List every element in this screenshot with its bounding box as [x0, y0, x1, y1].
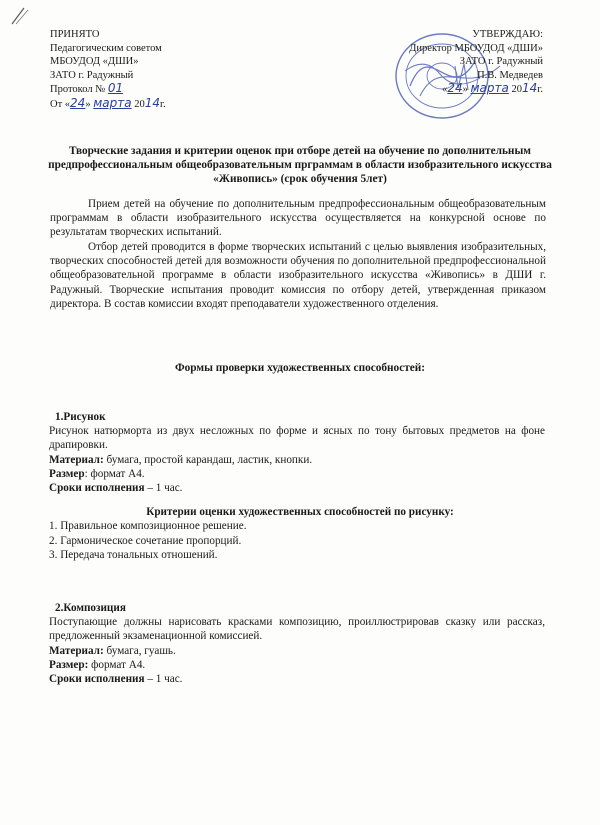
section-heading: Формы проверки художественных способностей: — [174, 362, 426, 374]
pen-mark-icon — [10, 6, 40, 26]
org-line: МБОУДОД «ДШИ» — [50, 56, 139, 68]
criteria-list — [49, 519, 545, 562]
date-day-right: 24 — [447, 81, 463, 96]
director-line: Директор МБОУДОД «ДШИ» — [409, 42, 543, 54]
accepted-label: ПРИНЯТО — [50, 29, 100, 40]
criteria-heading: Критерии оценки художественных способностей по рисунку: — [146, 506, 454, 519]
approval-block-right — [409, 28, 543, 97]
drawing-section — [49, 410, 545, 562]
criteria-item: 1. Правильное композиционное решение. — [49, 520, 247, 533]
protocol-number: 01 — [107, 81, 124, 96]
drawing-heading: 1.Рисунок — [55, 411, 106, 423]
composition-size: Размер: формат А4. — [49, 658, 146, 671]
drawing-time: Сроки исполнения – 1 час. — [49, 482, 183, 495]
composition-description: Поступающие должны нарисовать красками композицию, проиллюстрировав сказку или рассказ, предложенный экзаменационной комиссией. — [49, 616, 545, 643]
date-line-right: «24» марта 2014г. — [442, 81, 543, 96]
drawing-material: Материал: бумага, простой карандаш, ластик, кнопки. — [49, 453, 313, 466]
document-title: Творческие задания и критерии оценок при отборе детей на обучение по дополнительным предпрофессиональным общеобразовательным прграммам в области изобразительного искусства «Живопись» (срок обучения 5лет) — [48, 145, 552, 186]
composition-section — [49, 601, 545, 686]
date-year: 14 — [144, 95, 160, 110]
city-line: ЗАТО г. Радужный — [50, 69, 134, 81]
director-name: П.В. Медведев — [477, 69, 543, 81]
paragraph-admission: Прием детей на обучение по дополнительным предпрофессиональным общеобразовательным программам в области изобразительного искусства осуществляется на конкурсной основе по результатам творческих испытаний. — [50, 198, 546, 239]
date-year-right: 14 — [521, 81, 538, 96]
city-line-right: ЗАТО г. Радужный — [459, 56, 543, 68]
approval-block-left — [50, 28, 166, 112]
paragraph-selection: Отбор детей проводится в форме творческих испытаний с целью выявления изобразительных, творческих способностей детей для возможности обучения по дополнительной предпрофессиональной общеобразовательной программе в области изобразительного искусства «Живопись» в ДШИ г. Радужный. Творческие испытания проводит комиссия по отбору детей, утвержденная приказом директора. В состав комиссии входят преподаватели художественного отделения. — [50, 241, 546, 310]
date-month: марта — [93, 95, 132, 110]
approve-label: УТВЕРЖДАЮ: — [472, 29, 543, 40]
drawing-description: Рисунок натюрморта из двух несложных по форме и ясных по тону бытовых предметов на фоне драпировки. — [49, 425, 545, 452]
composition-heading: 2.Композиция — [55, 602, 126, 614]
drawing-size: Размер: формат А4. — [49, 467, 145, 480]
composition-time: Сроки исполнения – 1 час. — [49, 673, 183, 686]
criteria-item: 2. Гармоническое сочетание пропорций. — [49, 534, 242, 547]
criteria-item: 3. Передача тональных отношений. — [49, 548, 218, 561]
council-line: Педагогическим советом — [50, 42, 162, 54]
composition-material: Материал: бумага, гуашь. — [49, 644, 176, 657]
protocol-line: Протокол № 01 — [50, 81, 124, 96]
date-month-right: марта — [470, 81, 509, 96]
date-day: 24 — [70, 95, 86, 110]
date-line-left: От «24» марта 2014г. — [50, 95, 166, 110]
